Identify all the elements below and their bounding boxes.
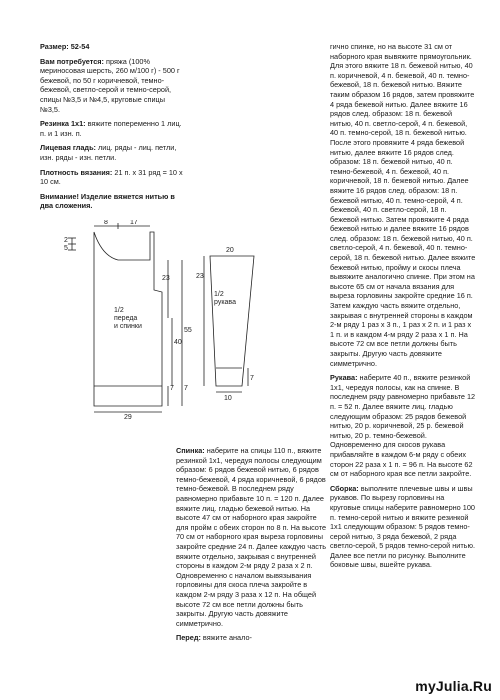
right-column	[330, 42, 476, 575]
body-fraction: 1/2	[114, 307, 124, 314]
back-label: Спинка:	[176, 446, 205, 455]
dim-23: 23	[162, 275, 170, 282]
sleeve-piece-outline	[210, 256, 254, 386]
site-watermark: myJulia.Ru	[415, 678, 492, 694]
front-paragraph	[176, 633, 328, 643]
dim-8: 8	[104, 220, 108, 226]
dim-2: 2	[64, 237, 68, 244]
gauge-text: 21 п. х 31 ряд = 10 х 10 см.	[40, 167, 183, 187]
gauge-paragraph	[40, 168, 186, 187]
gauge-label: Плотность вязания:	[40, 167, 113, 177]
sleeve-label: рукава	[214, 299, 236, 306]
rib-paragraph	[40, 119, 186, 138]
body-label-line2: и спинки	[114, 323, 142, 330]
rib-text: вяжите попеременно 1 лиц. п. и 1 изн. п.	[40, 119, 182, 138]
dim-7-total: 7	[184, 385, 188, 392]
back-text: наберите на спицы 110 п., вяжите резинкой 1х1, чередуя полосы следующим образом: 6 рядов бежевой нитью, 6 рядов темно-бежевой, 4 ряда коричневой, 6 рядов темно-бежевой. В последнем ряду равномерно прибавьте 10 п. = 120 п. Далее вяжите лиц. гладью бежевой нитью. На высоте 47 см от наборного края закройте для пройм с обеих сторон по 8 п. На высоте 70 см от наборного края выреза горловины закройте средние 24 п. Далее каждую часть вяжите отдельно, закрывая с внутренней стороны в каждом 2-м ряду 2 раза х 2 п. Одновременно с началом вывязывания горловины для скоса плеча закройте в каждом 2-м ряду 3 раза х 12 п. На общей высоте 72 см все петли должны быть закрыты. Другую часть довяжите симметрично.	[176, 446, 327, 628]
dim-17: 17	[130, 220, 138, 226]
sleeve-fraction: 1/2	[214, 291, 224, 298]
sleeves-paragraph	[330, 373, 476, 479]
size-heading: Размер: 52-54	[40, 42, 90, 51]
left-top-column	[40, 42, 186, 216]
dim-55: 55	[184, 327, 192, 334]
materials-label: Вам потребуется:	[40, 56, 104, 66]
dim-29: 29	[124, 414, 132, 420]
stockinette-paragraph	[40, 143, 186, 162]
left-bottom-column	[176, 446, 328, 648]
assembly-label: Сборка:	[330, 483, 359, 493]
dim-20: 20	[226, 247, 234, 254]
dim-7-sleeve: 7	[250, 375, 254, 382]
sleeves-text: наберите 40 п., вяжите резинкой 1х1, чередуя полосы, как на спинке. В последнем ряду равномерно прибавьте 12 п. = 52 п. Далее вяжите лиц. гладью следующим образом: 25 рядов бежевой нитью, 20 р. коричневой, 25 р. бежевой нитью, 20 р. темно-бежевой. Одновременно для скосов рукава прибавляйте в каждом 6-м ряду с обеих сторон 22 раза х 1 п. = 96 п. На высоте 62 см от наборного края все петли закройте.	[330, 373, 476, 479]
dim-23-sleeve: 23	[196, 273, 204, 280]
sleeves-label: Рукава:	[330, 373, 358, 383]
dim-40: 40	[174, 339, 182, 346]
materials-paragraph	[40, 57, 186, 115]
stockinette-text: лиц. ряды - лиц. петли, изн. ряды - изн. петли.	[40, 143, 177, 162]
warning-text: Внимание! Изделие вяжется нитью в два сложения.	[40, 191, 175, 211]
front-label: Перед:	[176, 633, 201, 643]
dim-5: 5	[64, 245, 68, 252]
front-text: вяжите анало-	[202, 633, 252, 643]
assembly-paragraph	[330, 484, 476, 570]
materials-text: пряжа (100% мериносовая шерсть, 260 м/100 г) - 500 г бежевой, по 50 г коричневой, темно-бежевой, светло-серой и темно-серой, спицы №3,5 и №4,5, круговые спицы №3,5.	[40, 56, 180, 114]
pattern-diagram	[36, 220, 276, 420]
assembly-text: выполните плечевые швы и швы рукавов. По вырезу горловины на круговые спицы наберите равномерно 100 п. темно-серой нитью и вяжите резинкой 1х1 следующим образом: 5 рядов темно-серой нитью, 3 ряда бежевой, 2 ряда светло-серой, 5 рядов темно-серой нитью. Далее все петли по рисунку. Выполните боковые швы, вшейте рукава.	[330, 483, 475, 570]
back-paragraph	[176, 446, 328, 628]
stockinette-label: Лицевая гладь:	[40, 143, 96, 153]
dim-10: 10	[224, 395, 232, 402]
body-label-line1: переда	[114, 315, 138, 322]
dim-7-body: 7	[170, 385, 174, 392]
rib-label: Резинка 1х1:	[40, 119, 86, 129]
front-continuation: гично спинке, но на высоте 31 см от наборного края вывяжите прямоугольник. Для этого вяжите 18 п. бежевой нитью, 40 п. коричневой, 4 п. бежевой, 40 п. темно-бежевой, 18 п. бежевой нитью. Вяжите таким образом 16 рядов, затем провяжите 4 ряда бежевой нитью. Далее вяжите 16 рядов след. образом: 18 п. бежевой нитью, 40 п. светло-серой, 4 п. бежевой, 40 п. темно-серой, 18 п. бежевой нитью. После этого провяжите 4 ряда бежевой нитью, далее вяжите 16 рядов след. образом: 18 п. бежевой нитью, 40 п. темно-бежевой, 4 п. бежевой, 40 п. коричневой, 18 п. бежевой нитью. Далее вяжите 16 рядов след. образом: 18 п. бежевой нитью, 40 п. темно-серой, 4 п. бежевой, 40 п. светло-серой, 18 п. бежевой нитью. Затем провяжите 4 ряда бежевой нитью и далее вяжите 16 рядов след. образом: 18 п. бежевой нитью, 40 п. светло-серой, 4 п. бежевой, 40 п. темно-серой, 18 п. бежевой нитью. Далее вяжите бежевой нитью, пройму и скосы плеча вывяжите аналогично спинке. При этом на высоте 65 см от начала вязания для выреза горловины закройте средние 16 п. Затем каждую часть вяжите отдельно, закрывая с внутренней стороны в каждом 2-м ряду 1 раз х 3 п., 1 раз х 2 п. и 1 раз х 1 п. и в каждом 4-м ряду 2 раза х 1 п. На высоте 72 см все петли должны быть закрыты. Другую часть довяжите симметрично.	[330, 42, 476, 368]
